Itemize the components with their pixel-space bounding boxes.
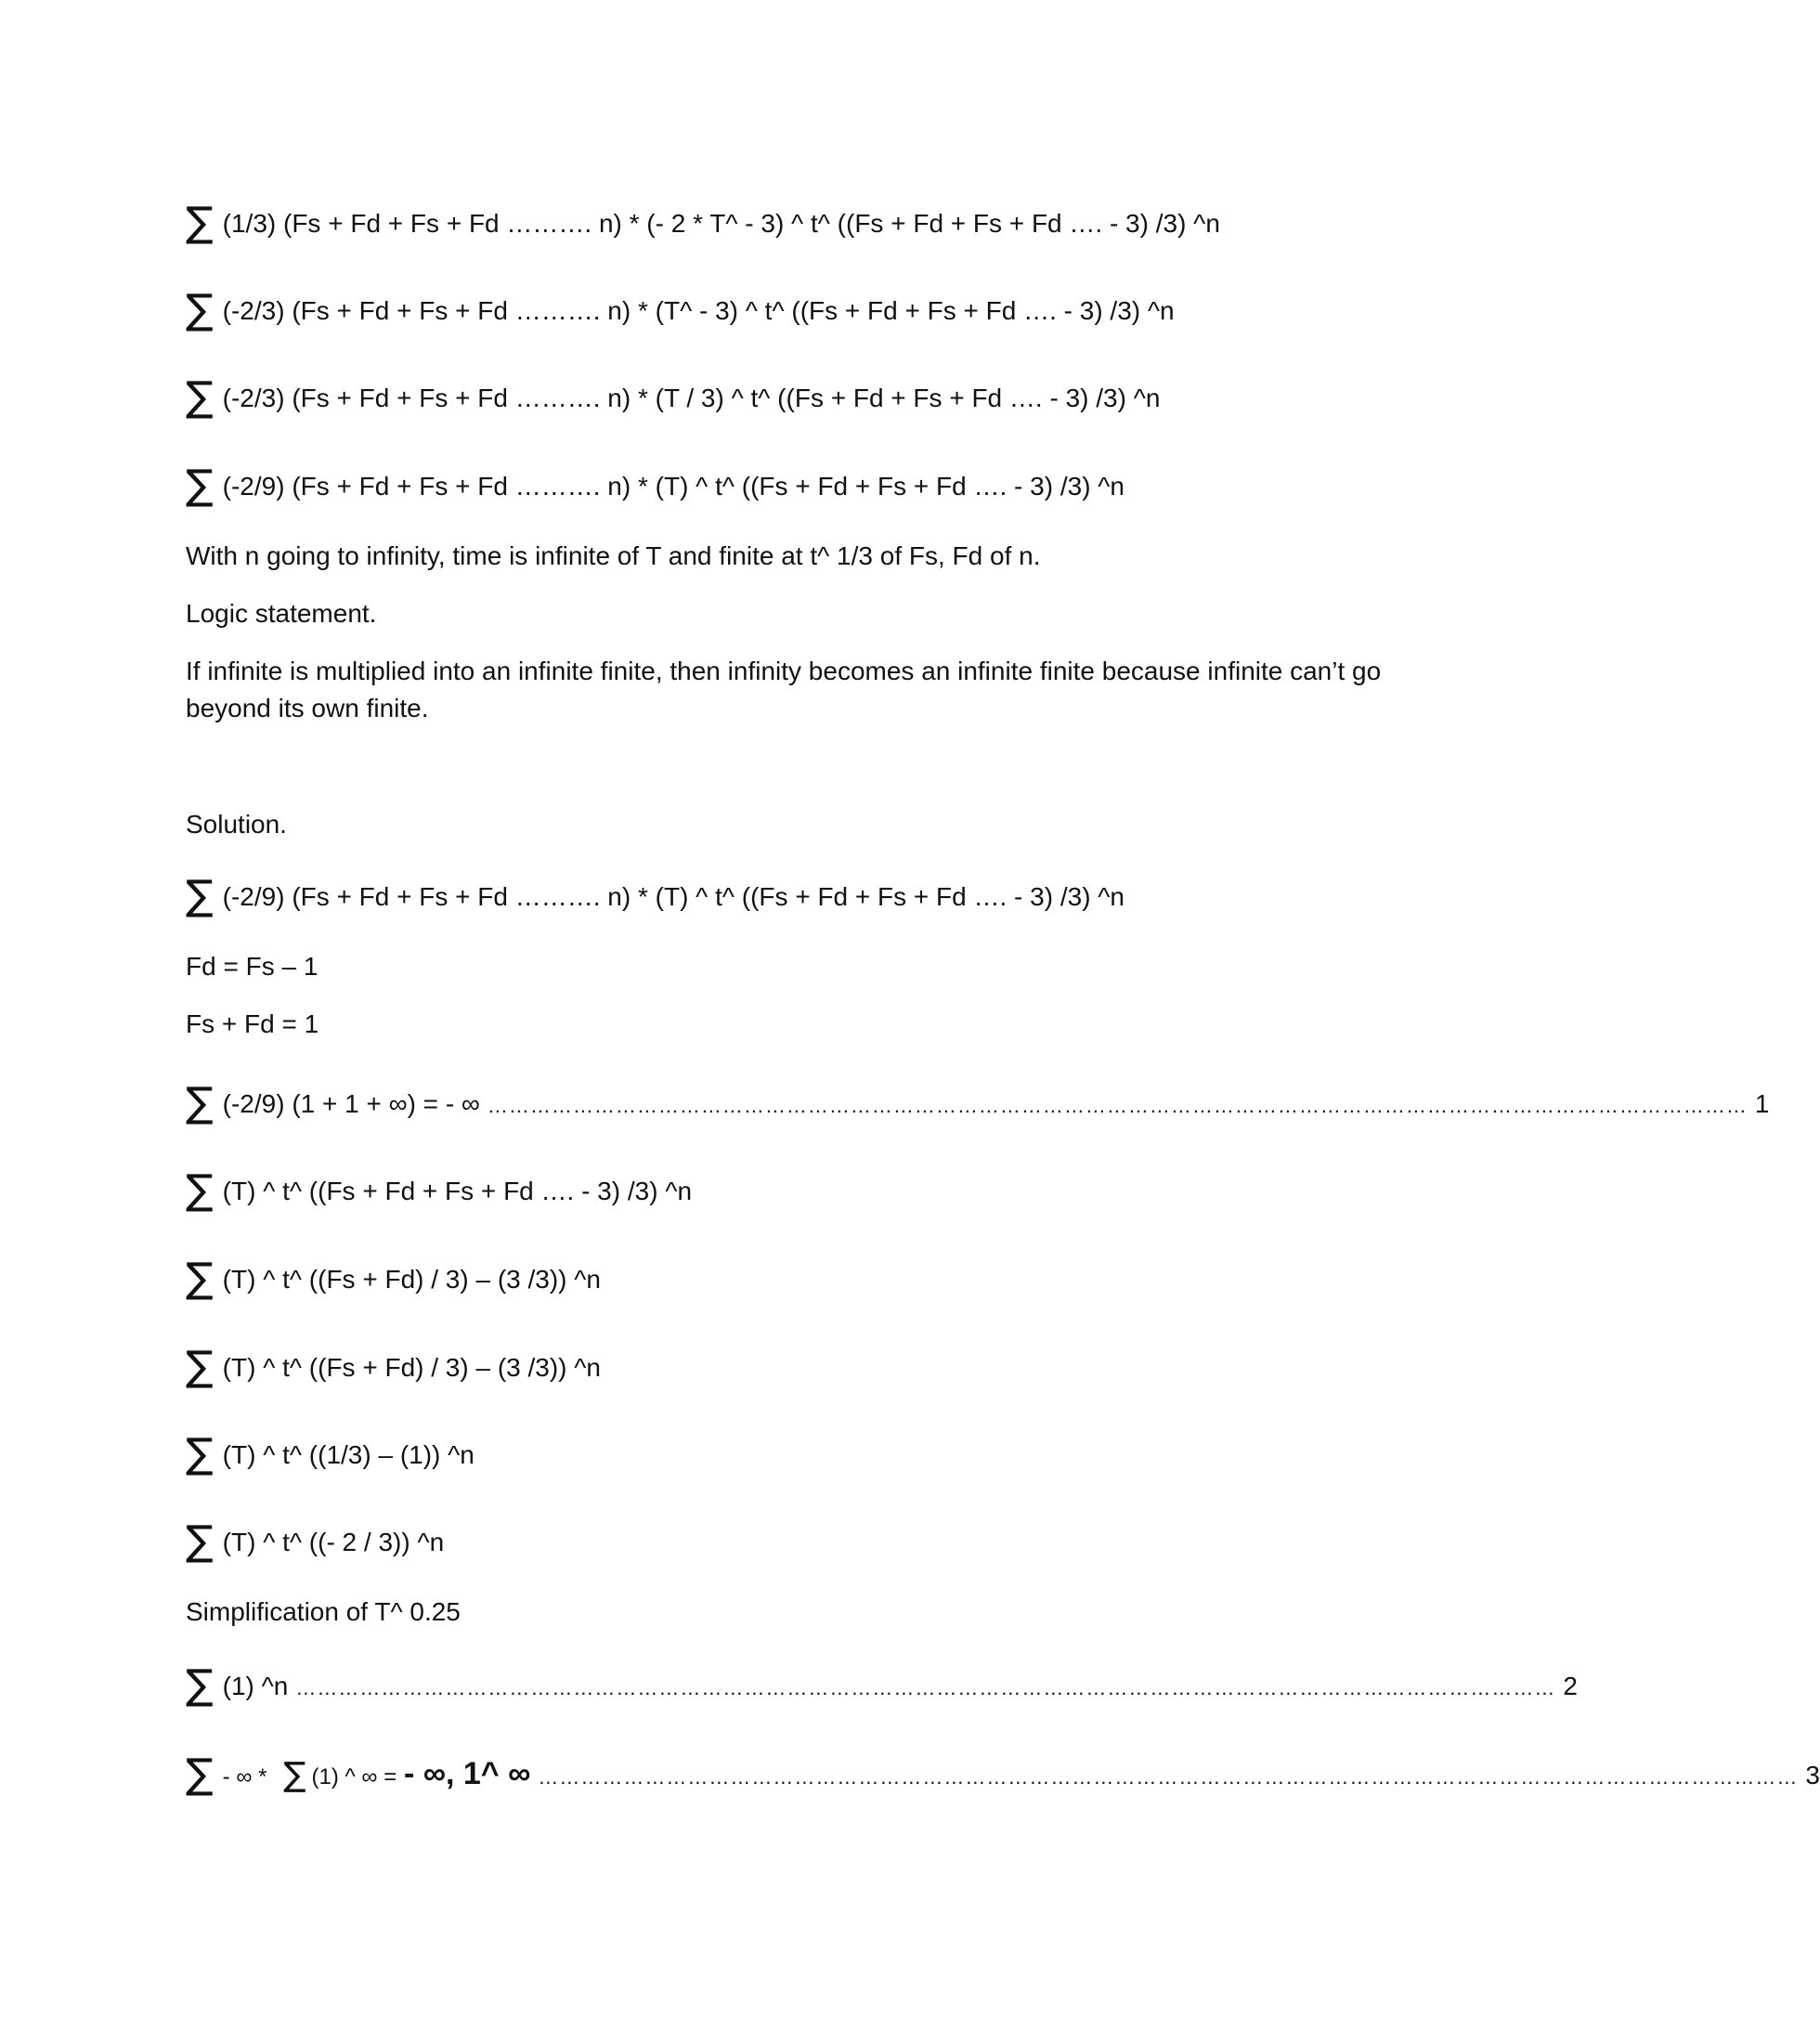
sigma-symbol: ∑	[186, 1661, 214, 1709]
equation-text: (1/3) (Fs + Fd + Fs + Fd ………. n) * (- 2 * T^ - 3) ^ t^ ((Fs + Fd + Fs + Fd …. - 3) /3) ^n	[222, 209, 1220, 238]
dot-leader: ……………………………………………………………………………………………………………………………………………………………	[487, 1094, 1748, 1117]
equation-line-6	[186, 1079, 1770, 1126]
sigma-symbol: ∑	[186, 286, 214, 333]
heading-simplification: Simplification of T^ 0.25	[186, 1597, 461, 1626]
sigma-symbol: ∑	[186, 1166, 214, 1214]
equation-line-11	[186, 1517, 1393, 1565]
equation-line-12	[186, 1661, 1578, 1709]
equation-text: (-2/9) (Fs + Fd + Fs + Fd ………. n) * (T) ^ t^ ((Fs + Fd + Fs + Fd …. - 3) /3) ^n	[222, 472, 1125, 501]
sigma-symbol: ∑	[186, 1255, 214, 1302]
sigma-symbol: ∑	[186, 1343, 214, 1390]
equation-line-13	[186, 1750, 1820, 1798]
dot-leader: ……………………………………………………………………………………………………………………………………………………………	[538, 1765, 1799, 1789]
heading-logic-statement: Logic statement.	[186, 599, 377, 628]
equation-number: 3	[1805, 1761, 1820, 1789]
equation-text: (-2/3) (Fs + Fd + Fs + Fd ………. n) * (T^ - 3) ^ t^ ((Fs + Fd + Fs + Fd …. - 3) /3) ^n	[222, 296, 1175, 325]
equation-text: (-2/9) (Fs + Fd + Fs + Fd ………. n) * (T) ^ t^ ((Fs + Fd + Fs + Fd …. - 3) /3) ^n	[222, 882, 1125, 911]
equation-number: 1	[1754, 1089, 1770, 1118]
equation-text: (1) ^ ∞ =	[311, 1764, 397, 1789]
sigma-symbol: ∑	[186, 1430, 214, 1477]
equation-result: - ∞, 1^ ∞	[404, 1756, 531, 1791]
equation-text: (T) ^ t^ ((Fs + Fd) / 3) – (3 /3)) ^n	[222, 1353, 601, 1382]
equation-line-8	[186, 1255, 1393, 1302]
sigma-symbol: ∑	[186, 462, 214, 509]
equation-line-10	[186, 1430, 1393, 1477]
equation-line-9	[186, 1343, 1393, 1390]
paragraph-infinity: With n going to infinity, time is infinite of T and finite at t^ 1/3 of Fs, Fd of n.	[186, 541, 1041, 570]
equation-line-4	[186, 462, 1393, 509]
equation-text: (-2/9) (1 + 1 + ∞) = - ∞	[222, 1089, 480, 1118]
sigma-symbol: ∑	[186, 1750, 214, 1798]
sigma-symbol: ∑	[186, 199, 214, 246]
equation-text: (1) ^n	[222, 1672, 289, 1700]
equation-line-2	[186, 286, 1393, 333]
dot-leader: ……………………………………………………………………………………………………………………………………………………………	[295, 1676, 1556, 1699]
heading-solution: Solution.	[186, 810, 287, 839]
sigma-symbol: ∑	[186, 1517, 214, 1565]
sigma-symbol: ∑	[186, 1079, 214, 1126]
equation-text: (T) ^ t^ ((Fs + Fd + Fs + Fd …. - 3) /3) ^n	[222, 1177, 693, 1205]
equation-text: - ∞ *	[222, 1764, 267, 1789]
sigma-symbol: ∑	[283, 1756, 306, 1794]
paragraph-logic: If infinite is multiplied into an infinite finite, then infinity becomes an infinite finite because infinite can’t go beyond its own finite.	[186, 657, 1382, 722]
equation-text: (T) ^ t^ ((Fs + Fd) / 3) – (3 /3)) ^n	[222, 1265, 601, 1294]
equation-number: 2	[1563, 1672, 1578, 1700]
sigma-symbol: ∑	[186, 872, 214, 919]
equation-text: (T) ^ t^ ((- 2 / 3)) ^n	[222, 1528, 445, 1556]
equation-line-3	[186, 373, 1393, 421]
sigma-symbol: ∑	[186, 373, 214, 421]
equation-fd: Fd = Fs – 1	[186, 952, 318, 981]
equation-line-1	[186, 199, 1393, 246]
equation-text: (-2/3) (Fs + Fd + Fs + Fd ………. n) * (T / 3) ^ t^ ((Fs + Fd + Fs + Fd …. - 3) /3) ^n	[222, 384, 1161, 412]
equation-text: (T) ^ t^ ((1/3) – (1)) ^n	[222, 1440, 474, 1469]
equation-line-7	[186, 1166, 1393, 1214]
equation-fs-fd: Fs + Fd = 1	[186, 1009, 319, 1038]
equation-line-5	[186, 872, 1393, 919]
